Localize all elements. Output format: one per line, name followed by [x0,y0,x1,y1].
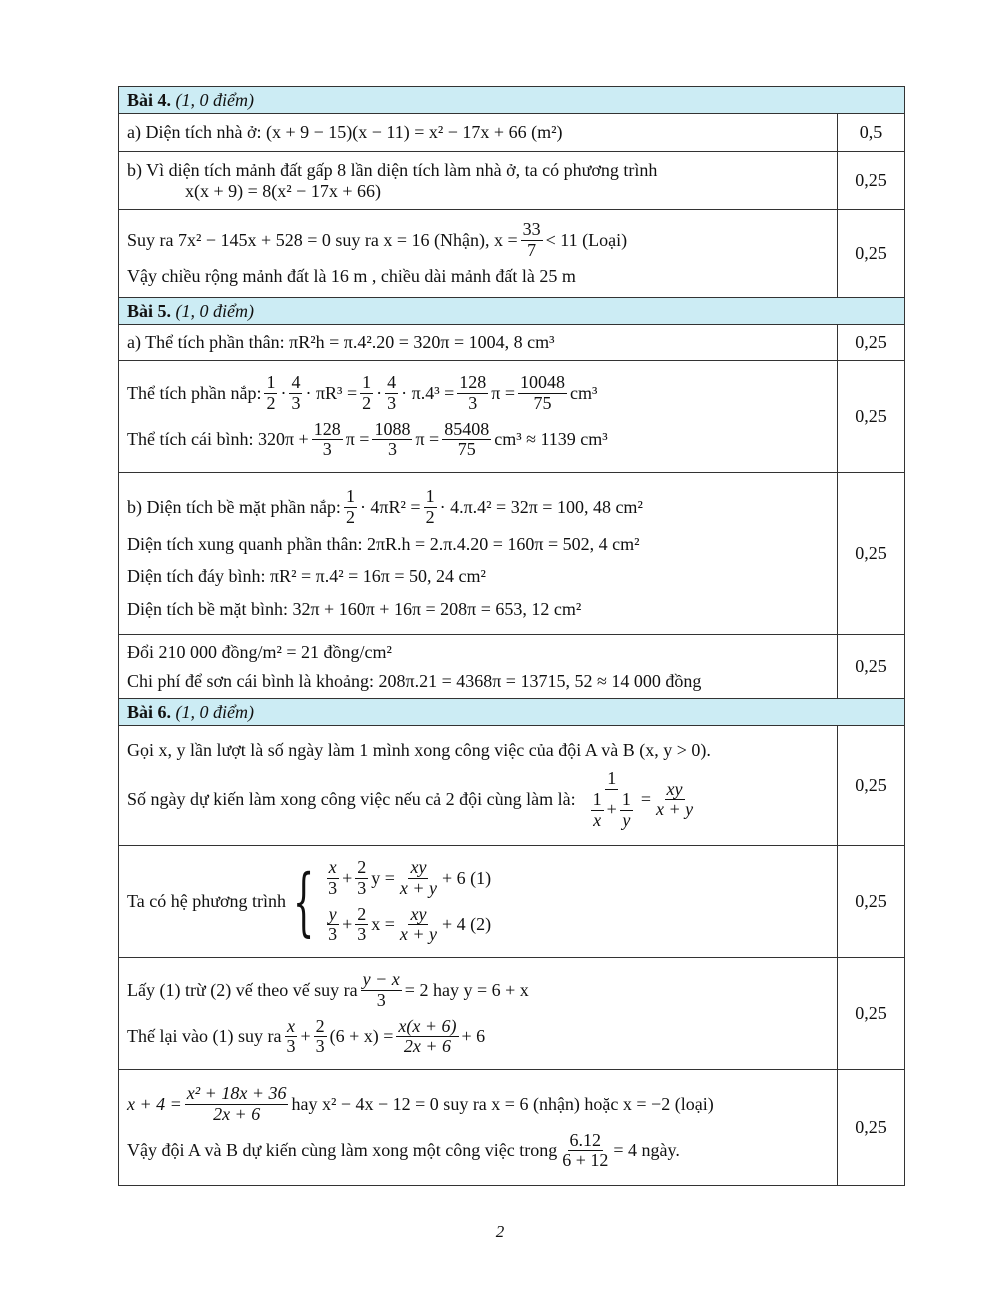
equation-system [286,858,491,945]
text-segment: hay x² − 4x − 12 = 0 suy ra x = 6 (nhận) hoặc x = −2 (loại) [291,1093,714,1114]
numerator: 2 [315,1015,325,1036]
numerator: 33 [522,218,541,239]
fraction [442,420,491,461]
denominator: 3 [286,1036,296,1057]
numerator: 128 [313,418,341,439]
fraction [264,373,277,414]
solution-table [118,86,905,1186]
denominator: 2 [266,392,276,413]
numerator: 1 [362,371,372,392]
score-cell: 0,25 [838,210,905,298]
numerator: 1088 [374,418,411,439]
score-cell: 0,25 [838,1070,905,1186]
numerator: x [328,856,337,877]
table-row [119,635,905,699]
text-segment: + [342,914,353,935]
equation-row [323,905,491,946]
text-segment: + [300,1026,311,1047]
score-cell: 0,25 [838,152,905,210]
table-row [119,846,905,958]
score-cell: 0,25 [838,325,905,361]
fraction [314,1017,327,1058]
fraction [355,858,368,899]
denominator: x + y [655,799,694,820]
numerator: 2 [357,903,367,924]
denominator: 7 [527,239,537,260]
numerator: xy [410,856,427,877]
table-row [119,361,905,473]
text-segment: x + 4 = [127,1093,182,1114]
solution-line [127,858,829,945]
text-segment: y = [371,867,395,888]
denominator: 3 [376,989,386,1010]
numerator: 1 [266,371,276,392]
text-segment: Thế lại vào (1) suy ra [127,1026,282,1047]
text-segment: Vậy đội A và B dự kiến cùng làm xong một công việc trong [127,1140,558,1161]
page-number: 2 [495,1222,505,1241]
score-cell: 0,25 [838,473,905,635]
denominator: 2 [362,392,372,413]
text-segment: cm³ [570,382,598,403]
fraction [360,373,373,414]
text-segment: · πR³ = [305,382,358,403]
solution-line [127,487,829,528]
text-segment: Thể tích cái bình: 320π + [127,429,309,450]
denominator: x + y [399,924,438,945]
numerator: 1 [345,486,355,507]
numerator: x(x + 6) [398,1015,457,1036]
denominator: 3 [357,924,367,945]
score-cell: 0,5 [838,114,905,152]
numerator: y [328,903,337,924]
fraction [185,1084,289,1125]
numerator: 1 [592,788,602,809]
numerator: x² + 18x + 36 [186,1082,287,1103]
solution-line [127,1131,829,1172]
score-cell: 0,25 [838,958,905,1070]
numerator: 2 [357,856,367,877]
denominator: 75 [457,439,476,460]
fraction [620,790,633,831]
solution-line: a) Thể tích phần thân: πR²h = π.4².20 = 320π = 1004, 8 cm³ [127,332,555,353]
solution-line [127,769,829,830]
section-label: Bài 5. [127,300,172,321]
score-cell: 0,25 [838,726,905,846]
section-header-bai5 [119,298,905,325]
numerator: xy [666,778,683,799]
denominator: 3 [387,392,397,413]
denominator: 2x + 6 [213,1103,261,1124]
text-segment: π = [491,382,515,403]
table-row [119,325,905,361]
fraction [518,373,567,414]
numerator: 10048 [520,371,565,392]
table-row [119,958,905,1070]
text-segment: = [640,789,651,810]
section-points: (1, 0 điểm) [175,300,254,321]
numerator: x [286,1015,295,1036]
denominator: 3 [291,392,301,413]
denominator: $\frac{1}{x}$ + $\frac{1}{y}$ [592,788,631,830]
fraction [344,487,357,528]
text-segment: cm³ ≈ 1139 cm³ [494,429,608,450]
fraction [560,1131,610,1172]
solution-line [127,1017,829,1058]
fraction [591,790,604,831]
text-segment: Lấy (1) trừ (2) vế theo vế suy ra [127,979,358,1000]
denominator: 3 [328,877,338,898]
fraction [385,373,398,414]
fraction [398,905,439,946]
solution-line [127,220,829,261]
denominator: x + y [399,877,438,898]
text-segment: π = [345,429,370,450]
solution-line: Thể tích phần nắp: $\frac{1}{2}$ · $\frac{4}{3}$ · πR³ = $\frac{1}{2}$ · $\frac{4}{3}$ · π.4³ = $\frac{128}{3}$ π = $\frac{10048}{75}$ cm³ [127,371,598,413]
solution-line: Diện tích xung quanh phần thân: 2πR.h = 2.π.4.20 = 160π = 502, 4 cm² [127,533,640,554]
compound-fraction [586,769,638,830]
denominator: 2 [345,506,355,527]
solution-line: Chi phí để sơn cái bình là khoảng: 208π.21 = 4368π = 13715, 52 ≈ 14 000 đồng [127,670,702,691]
text-segment: · 4.π.4² = 32π = 100, 48 cm² [439,497,643,518]
solution-line: a) Diện tích nhà ở: (x + 9 − 15)(x − 11) = x² − 17x + 66 (m²) [127,122,563,143]
table-row [119,114,905,152]
fraction [361,970,402,1011]
table-row [119,473,905,635]
solution-line [127,1084,829,1125]
text-segment: · 4πR² = [359,497,421,518]
denominator: 3 [315,1036,325,1057]
text-segment: b) Diện tích bề mặt phần nắp: [127,497,341,518]
numerator: 4 [291,371,301,392]
text-segment: = 2 hay y = 6 + x [404,979,529,1000]
denominator: 3 [357,877,367,898]
fraction [284,1017,297,1058]
equation-row [323,858,491,899]
text-segment: (6 + x) = [329,1026,394,1047]
denominator: 2x + 6 [403,1036,452,1057]
solution-line [127,420,829,461]
solution-line: x(x + 9) = 8(x² − 17x + 66) [185,180,381,201]
section-header-bai4 [119,87,905,114]
fraction [521,220,543,261]
section-points: (1, 0 điểm) [175,701,254,722]
text-segment: Số ngày dự kiến làm xong công việc nếu cả 2 đội cùng làm là: [127,789,576,810]
text-segment: + 6 (1) [442,867,492,888]
numerator: 4 [387,371,397,392]
score-cell: 0,25 [838,361,905,473]
solution-line: Đổi 210 000 đồng/m² = 21 đồng/cm² [127,641,392,662]
text-segment: Suy ra 7x² − 145x + 528 = 0 suy ra x = 16 (Nhận), x = [127,229,518,250]
denominator: 75 [533,392,552,413]
section-header-bai6 [119,699,905,726]
fraction [396,1017,458,1058]
fraction [372,420,412,461]
denominator: y [622,809,631,830]
solution-line [127,970,829,1011]
left-brace-icon: { [292,858,315,945]
table-row [119,152,905,210]
fraction [289,373,302,414]
denominator: x [593,809,602,830]
numerator: 1 [607,768,617,789]
table-row [119,210,905,298]
text-segment: + 6 [461,1026,486,1047]
solution-line: Diện tích đáy bình: πR² = π.4² = 16π = 50, 24 cm² [127,566,486,587]
solution-line: Diện tích bề mặt bình: 32π + 160π + 16π = 208π = 653, 12 cm² [127,599,582,620]
text-segment: · π.4³ = [401,382,455,403]
numerator: 85408 [444,418,490,439]
text-segment: < 11 (Loại) [545,229,628,250]
text-segment: x = [371,914,395,935]
text-segment: Ta có hệ phương trình [127,891,286,912]
denominator: 6 + 12 [562,1150,609,1171]
score-cell: 0,25 [838,846,905,958]
fraction [312,420,343,461]
denominator: 3 [322,439,332,460]
section-points: (1, 0 điểm) [175,89,254,110]
numerator: 1 [621,788,631,809]
fraction [355,905,368,946]
score-cell: 0,25 [838,635,905,699]
text-segment: π = [415,429,440,450]
fraction [654,780,695,821]
fraction [424,487,437,528]
numerator: y − x [362,968,400,989]
solution-line: b) Vì diện tích mảnh đất gấp 8 lần diện tích làm nhà ở, ta có phương trình [127,159,658,180]
table-row [119,726,905,846]
numerator: 6.12 [569,1129,602,1150]
fraction [326,905,339,946]
denominator: 3 [387,439,397,460]
denominator: 3 [328,924,338,945]
solution-line: Gọi x, y lần lượt là số ngày làm 1 mình xong công việc của đội A và B (x, y > 0). [127,740,711,761]
denominator: 3 [468,392,478,413]
solution-line: Vậy chiều rộng mảnh đất là 16 m , chiều dài mảnh đất là 25 m [127,266,576,287]
text-segment: + 4 (2) [442,914,492,935]
text-segment: Thể tích phần nắp: [127,382,262,403]
numerator: xy [410,903,427,924]
fraction [398,858,439,899]
fraction [326,858,339,899]
text-segment: = 4 ngày. [613,1140,680,1161]
numerator: 1 [425,486,435,507]
section-label: Bài 6. [127,701,172,722]
denominator: 2 [425,506,435,527]
text-segment: + [342,867,353,888]
numerator: 128 [459,371,487,392]
fraction [457,373,488,414]
section-label: Bài 4. [127,89,172,110]
table-row [119,1070,905,1186]
